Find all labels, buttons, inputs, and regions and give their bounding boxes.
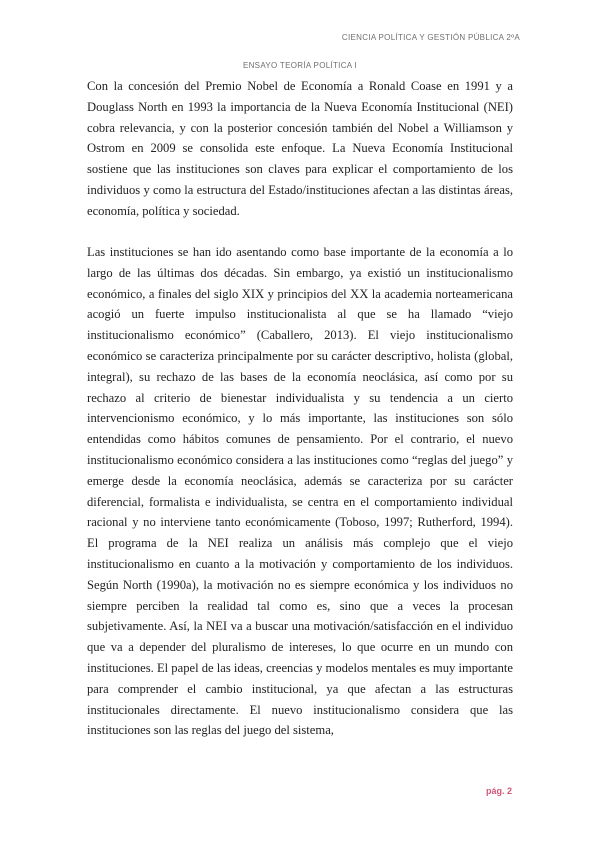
paragraph-2: Las instituciones se han ido asentando como base importante de la economía a lo largo de las últimas dos décadas. Sin embargo, ya existió un institucionalismo económico, a finales del siglo XIX y principios del XX la academia norteamericana acogió un fuerte impulso institucionalista al que se ha llamado “viejo institucionalismo económico” (Caballero, 2013). El viejo institucionalismo económico se caracteriza principalmente por su carácter descriptivo, holista (global, integral), su rechazo de las bases de la economía neoclásica, así como por su rechazo al criterio de bienestar individualista y su tendencia a un cierto intervencionismo económico, y lo más importante, las instituciones son sólo entendidas como hábitos comunes de pensamiento. Por el contrario, el nuevo institucionalismo económico considera a las instituciones como “reglas del juego” y emerge desde la economía neoclásica, además se caracteriza por su carácter diferencial, formalista e individualista, se centra en el comportamiento individual racional y no interviene tanto económicamente (Toboso, 1997; Rutherford, 1994). El programa de la NEI realiza un análisis más complejo que el viejo institucionalismo en cuanto a la motivación y comportamiento de los individuos. Según North (1990a), la motivación no es siempre económica y los individuos no siempre perciben la realidad tal como es, sino que a veces la procesan subjetivamente. Así, la NEI va a buscar una motivación/satisfacción en el individuo que va a depender del pluralismo de intereses, lo que ocurre en un mundo con instituciones. El papel de las ideas, creencias y modelos mentales es muy importante para comprender el cambio institucional, ya que afectan a las estructuras institucionales directamente. El nuevo institucionalismo considera que las instituciones son las reglas del juego del sistema, xyxy=(87,245,513,738)
running-header: CIENCIA POLÍTICA Y GESTIÓN PÚBLICA 2ºA xyxy=(341,33,520,42)
page-number: pág. 2 xyxy=(485,786,512,796)
essay-title: ENSAYO TEORÍA POLÍTICA I xyxy=(242,61,358,70)
paragraph-1: Con la concesión del Premio Nobel de Economía a Ronald Coase en 1991 y a Douglass North en 1993 la importancia de la Nueva Economía Institucional (NEI) cobra relevancia, y con la posterior concesión también del Nobel a Williamson y Ostrom en 2009 se consolida este enfoque. La Nueva Economía Institucional sostiene que las instituciones son claves para explicar el comportamiento de los individuos y como la estructura del Estado/instituciones afectan a las distintas áreas, economía, política y sociedad. xyxy=(87,79,513,218)
